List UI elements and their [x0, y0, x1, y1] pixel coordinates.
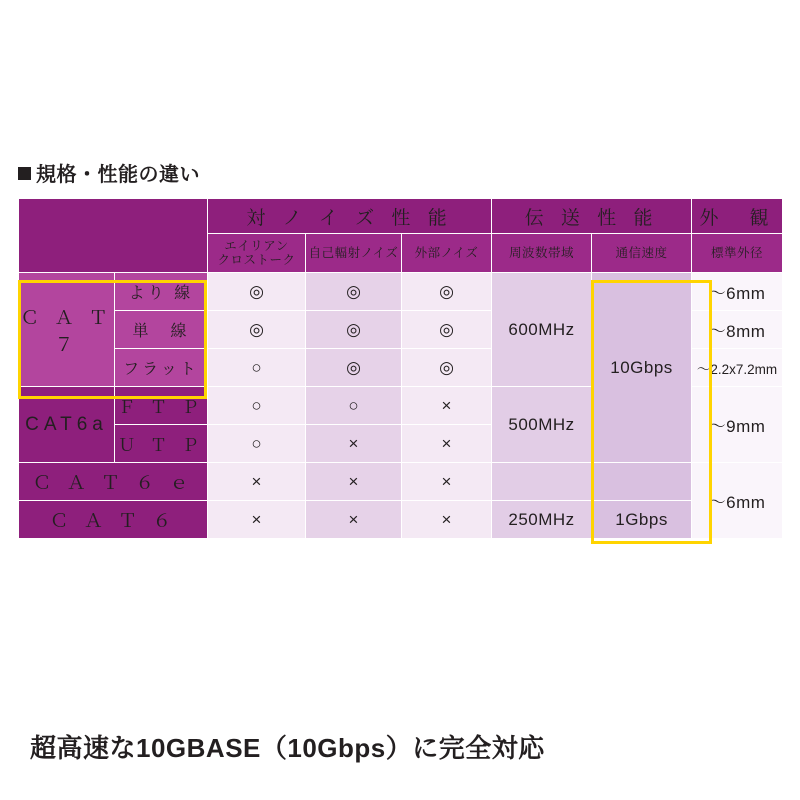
footer-caption: 超高速な10GBASE（10Gbps）に完全対応	[30, 733, 545, 763]
header-noise-group: 対 ノ イ ズ 性 能	[208, 199, 492, 234]
cell-cat6-alien: ×	[208, 501, 306, 539]
header-self-noise: 自己輻射ノイズ	[306, 234, 402, 273]
bullet-square-icon	[18, 167, 31, 180]
cell-cat7-frequency: 600MHz	[492, 273, 592, 387]
cell-cat6e-external: ×	[402, 463, 492, 501]
cell-cat6e-speed	[592, 463, 692, 501]
table-row	[19, 463, 783, 501]
cell-cat7-solid-diameter: 〜8mm	[692, 311, 783, 349]
cell-cat6-self: ×	[306, 501, 402, 539]
header-appearance-group: 外 観	[692, 199, 783, 234]
cell-cat7-stranded-diameter: 〜6mm	[692, 273, 783, 311]
cell-cat7-flat-alien: ○	[208, 349, 306, 387]
page-title	[18, 158, 200, 187]
cell-cat7-solid-external: ◎	[402, 311, 492, 349]
table-header-group-row	[19, 199, 783, 234]
cell-cat7-stranded-self: ◎	[306, 273, 402, 311]
cell-cat6a-frequency: 500MHz	[492, 387, 592, 463]
cell-cat6e-diameter: 〜6mm	[692, 463, 783, 539]
row-label-cat7: Ｃ Ａ Ｔ ７	[19, 273, 115, 387]
spec-table-container	[18, 198, 782, 539]
row-sublabel-cat6a-utp: Ｕ Ｔ Ｐ	[115, 425, 208, 463]
row-sublabel-cat7-stranded: より 線	[115, 273, 208, 311]
cell-cat7-flat-diameter: 〜2.2x7.2mm	[692, 349, 783, 387]
header-diameter: 標準外径	[692, 234, 783, 273]
spec-table	[18, 198, 783, 539]
cell-cat6-speed: 1Gbps	[592, 501, 692, 539]
cell-cat6a-ftp-external: ×	[402, 387, 492, 425]
header-corner-blank	[19, 199, 208, 273]
header-speed: 通信速度	[592, 234, 692, 273]
cell-cat6a-utp-alien: ○	[208, 425, 306, 463]
cell-cat6a-utp-external: ×	[402, 425, 492, 463]
cell-cat6a-ftp-alien: ○	[208, 387, 306, 425]
cell-cat6-external: ×	[402, 501, 492, 539]
row-label-cat6e: Ｃ Ａ Ｔ ６ ｅ	[19, 463, 208, 501]
row-sublabel-cat6a-ftp: Ｆ Ｔ Ｐ	[115, 387, 208, 425]
page-title-text: 規格・性能の違い	[36, 164, 200, 186]
cell-cat7-stranded-alien: ◎	[208, 273, 306, 311]
cell-speed-10gbps: 10Gbps	[592, 273, 692, 463]
cell-cat7-solid-alien: ◎	[208, 311, 306, 349]
cell-cat7-solid-self: ◎	[306, 311, 402, 349]
table-row	[19, 273, 783, 311]
cell-cat6e-self: ×	[306, 463, 402, 501]
row-label-cat6a: CAT6a	[19, 387, 115, 463]
header-alien-crosstalk-line2: クロストーク	[217, 253, 296, 267]
cell-cat6a-diameter: 〜9mm	[692, 387, 783, 463]
cell-cat6a-ftp-self: ○	[306, 387, 402, 425]
header-alien-crosstalk-line1: エイリアン	[224, 238, 289, 253]
header-frequency: 周波数帯域	[492, 234, 592, 273]
header-transfer-group: 伝 送 性 能	[492, 199, 692, 234]
cell-cat6-frequency: 250MHz	[492, 501, 592, 539]
cell-cat7-flat-self: ◎	[306, 349, 402, 387]
header-external-noise: 外部ノイズ	[402, 234, 492, 273]
table-row	[19, 501, 783, 539]
cell-cat6e-alien: ×	[208, 463, 306, 501]
row-sublabel-cat7-flat: フラット	[115, 349, 208, 387]
row-label-cat6: Ｃ Ａ Ｔ ６	[19, 501, 208, 539]
cell-cat7-stranded-external: ◎	[402, 273, 492, 311]
header-alien-crosstalk	[208, 234, 306, 273]
cell-cat6a-utp-self: ×	[306, 425, 402, 463]
cell-cat7-flat-external: ◎	[402, 349, 492, 387]
cell-cat6e-frequency	[492, 463, 592, 501]
row-sublabel-cat7-solid: 単 線	[115, 311, 208, 349]
